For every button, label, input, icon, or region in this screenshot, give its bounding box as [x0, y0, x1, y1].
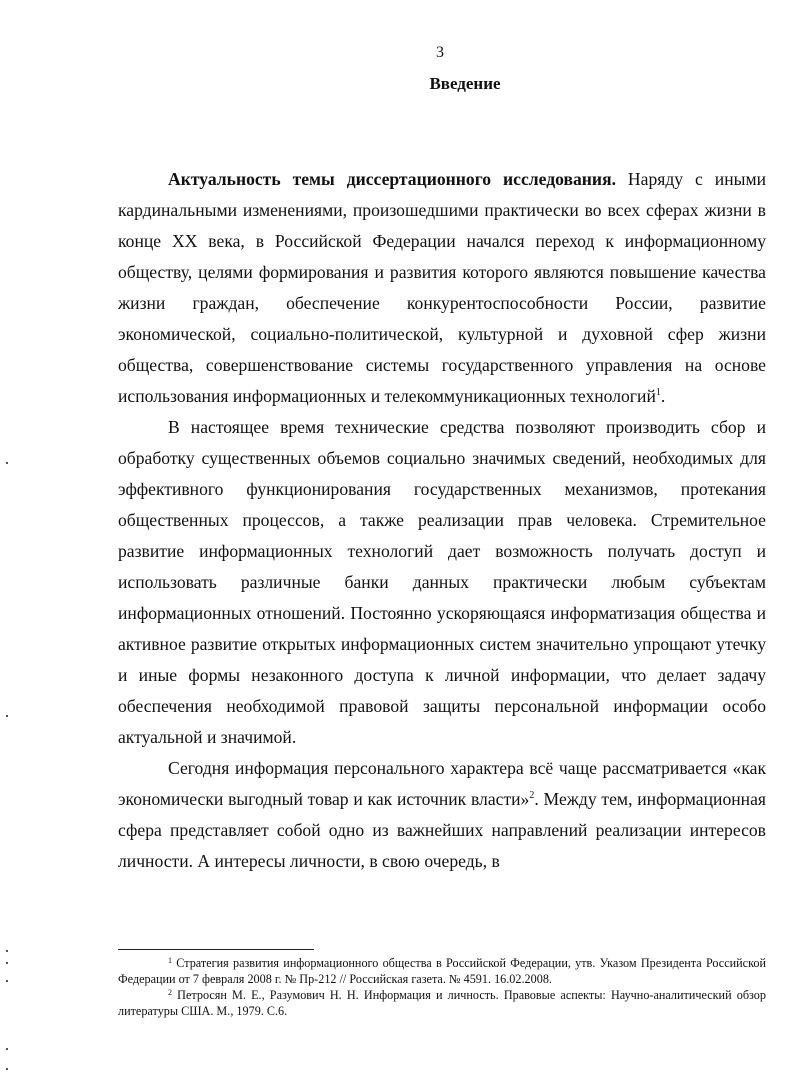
footnote-2: [118, 987, 766, 1019]
footnote-text: Стратегия развития информационного общества в Российской Федерации, утв. Указом Президента Российской Федерации от 7 февраля 2008 г. № Пр-212 // Российская газета. № 4591. 16.02.2008.: [118, 956, 766, 986]
footnote-separator: [118, 949, 314, 950]
footnote-marker: 1: [168, 956, 172, 965]
paragraph-lead: Актуальность темы диссертационного исследования.: [168, 169, 616, 189]
footnotes: [118, 955, 766, 1019]
page-number: 3: [436, 44, 444, 61]
footnote-ref: 1: [655, 387, 661, 398]
footnote-marker: 2: [168, 988, 172, 997]
paragraph-text: Наряду с иными кардинальными изменениями, произошедшими практически во всех сферах жизни в конце XX века, в Российской Федерации начался переход к информационному обществу, целями формирования и развития которого являются повышение качества жизни граждан, обеспечение конкурентоспособности России, развитие экономической, социально-политической, культурной и духовной сфер жизни общества, совершенствование системы государственного управления на основе использования информационных и телекоммуникационных технологий: [118, 169, 766, 406]
scan-speck: [6, 950, 8, 952]
scan-speck: [6, 462, 8, 464]
scan-speck: [6, 1068, 8, 1070]
paragraph-technical-means: В настоящее время технические средства позволяют производить сбор и обработку существенных объемов социально значимых сведений, необходимых для эффективного функционирования государственных механизмов, протекания общественных процессов, а также реализации прав человека. Стремительное развитие информационных технологий дает возможность получать доступ и использовать различные банки данных практически любым субъектам информационных отношений. Постоянно ускоряющаяся информатизация общества и активное развитие открытых информационных систем значительно упрощают утечку и иные формы незаконного доступа к личной информации, что делает задачу обеспечения необходимой правовой защиты персональной информации особо актуальной и значимой.: [118, 417, 766, 747]
scan-speck: [6, 962, 8, 964]
page-title: Введение: [429, 74, 501, 93]
paragraph-personal-information: [118, 753, 766, 877]
paragraph-text-end: .: [660, 386, 666, 406]
paragraph-text: Сегодня информация персонального характера всё чаще рассматривается «как экономически выгодный товар и как источник власти»: [118, 758, 766, 809]
scan-speck: [6, 1048, 8, 1050]
paragraph-text-end: . Между тем, информационная сфера представляет собой одно из важнейших направлений реализации интересов личности. А интересы личности, в свою очередь, в: [118, 789, 766, 871]
footnote-ref: 2: [529, 790, 535, 801]
scan-speck: [6, 715, 8, 717]
footnote-1: [118, 955, 766, 987]
scan-speck: [6, 980, 8, 982]
body-text: [118, 164, 766, 877]
footnote-text: Петросян М. Е., Разумович Н. Н. Информация и личность. Правовые аспекты: Научно-аналитический обзор литературы США. М., 1979. С.6.: [118, 988, 766, 1018]
paragraph-relevance: [118, 164, 766, 412]
